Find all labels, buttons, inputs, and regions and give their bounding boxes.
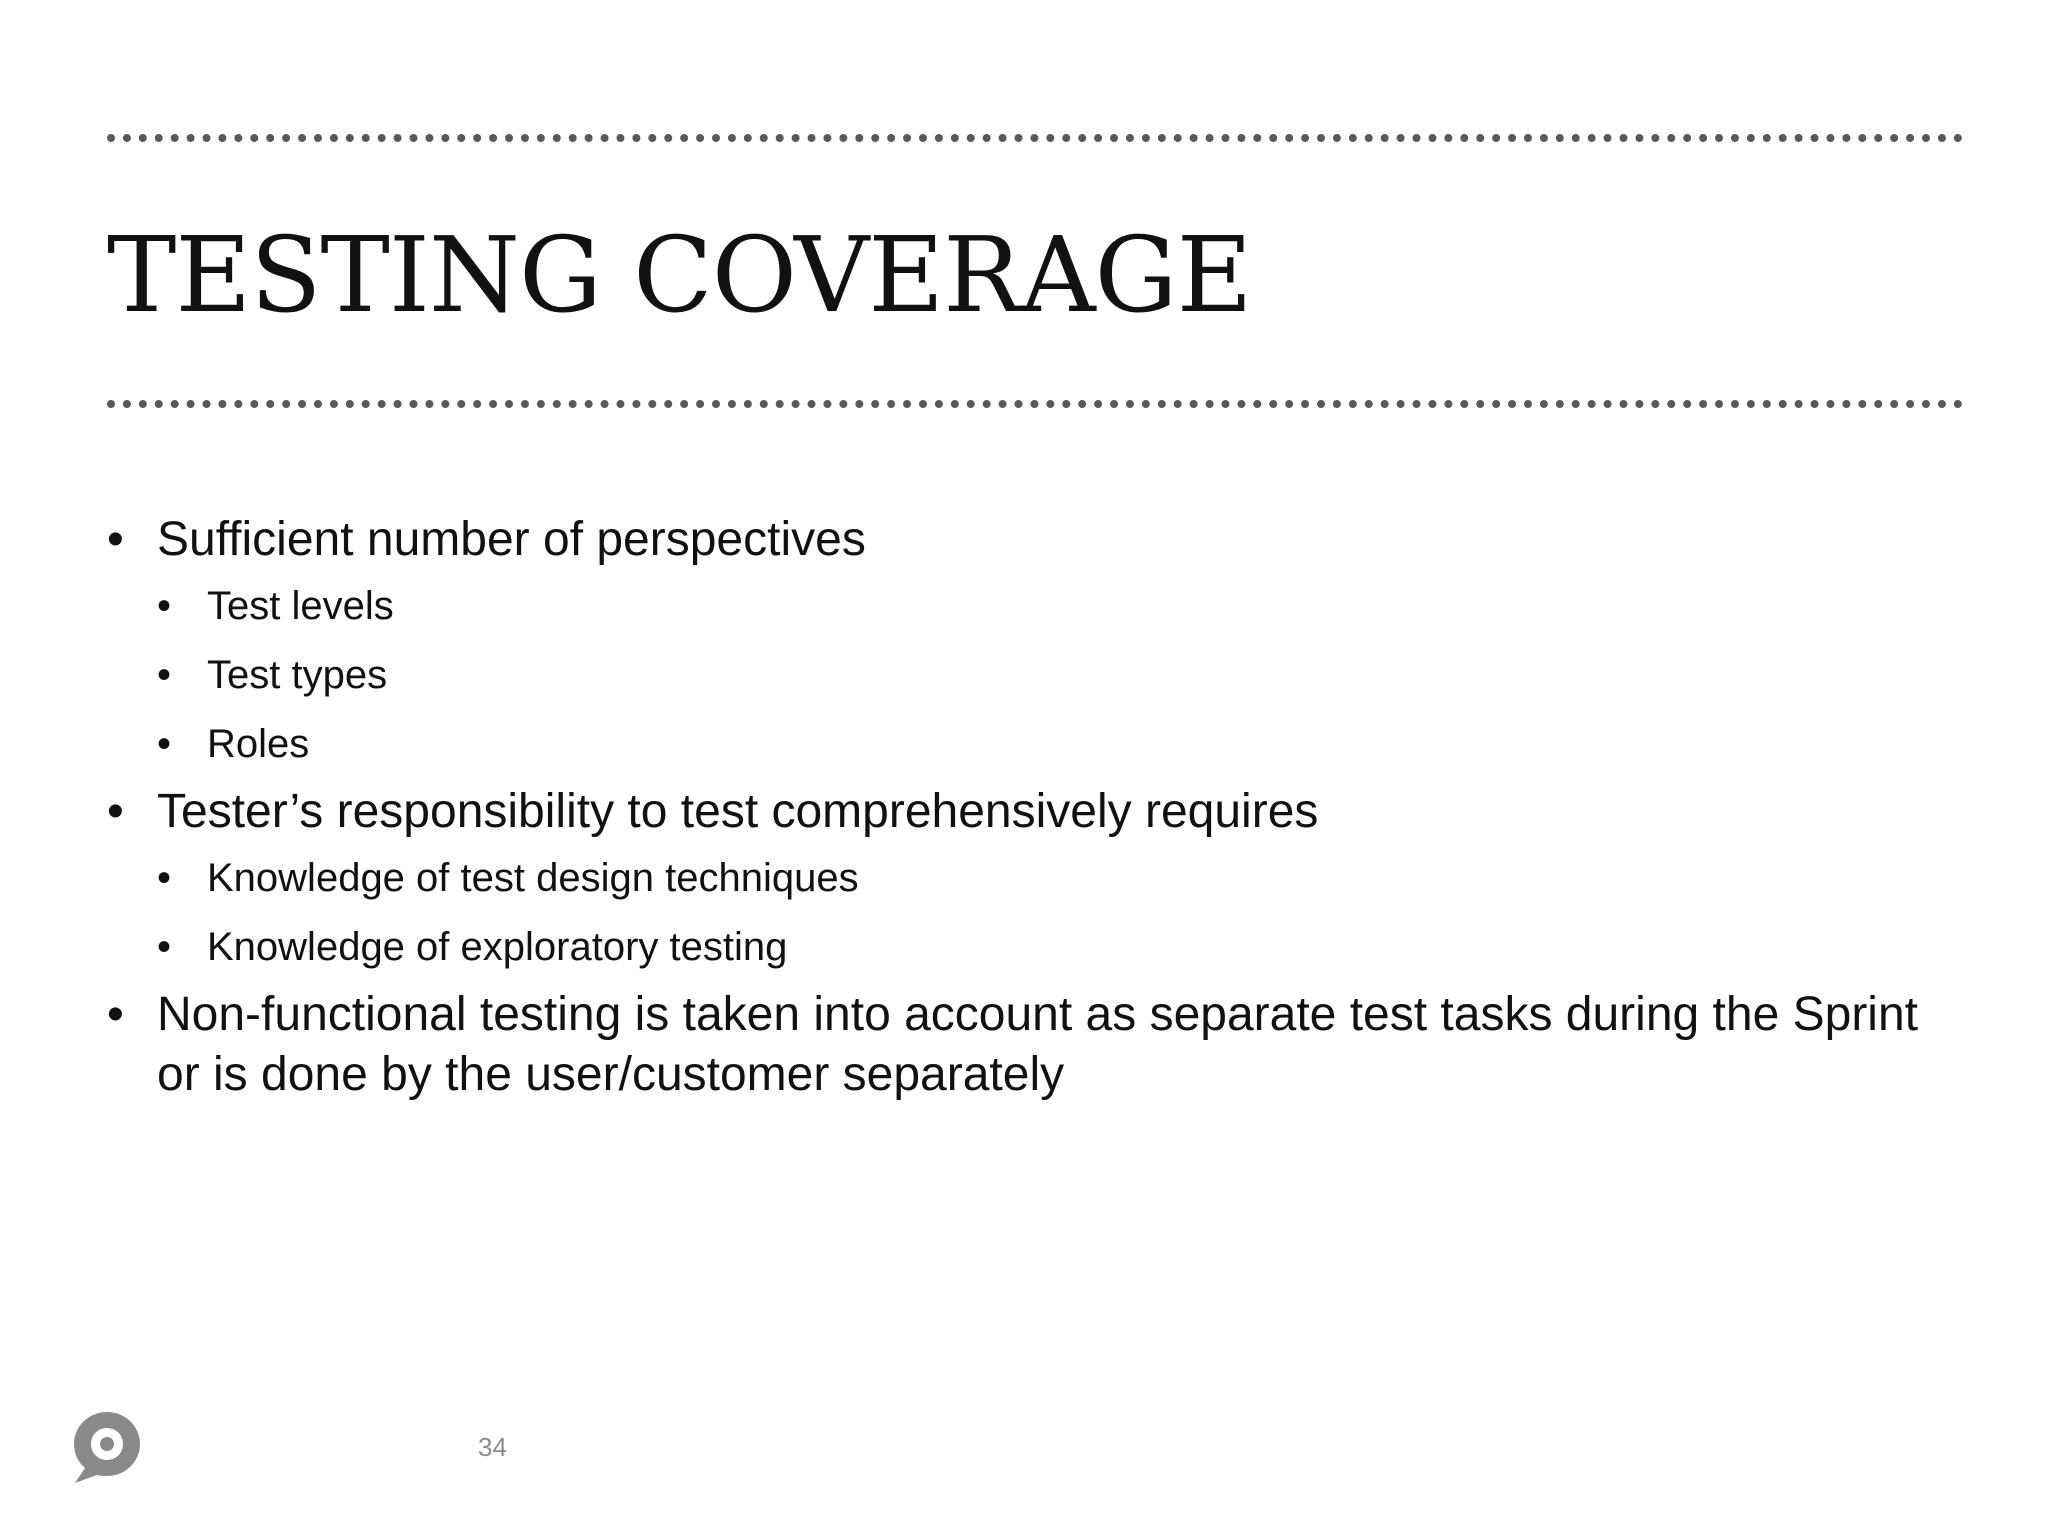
bullet-marker: •	[107, 988, 124, 1041]
bullet-text: Test levels	[207, 584, 394, 628]
bullet-text: Test types	[207, 653, 388, 697]
bullet-list	[107, 510, 1947, 1105]
bottom-dotted-divider	[107, 400, 1963, 408]
bullet-text: Roles	[207, 722, 310, 766]
bullet-text: Non-functional testing is taken into account as separate test tasks during the Sprint or is done by the user/customer separately	[157, 988, 1918, 1101]
bullet-text: Knowledge of test design techniques	[207, 856, 859, 900]
bullet-marker: •	[157, 856, 172, 900]
bullet-item	[107, 985, 1947, 1105]
bullet-marker: •	[107, 785, 124, 838]
bullet-item	[107, 510, 1947, 570]
bullet-text: Sufficient number of perspectives	[157, 513, 866, 566]
speech-bubble-logo-icon	[70, 1408, 144, 1486]
bullet-text: Knowledge of exploratory testing	[207, 925, 788, 969]
slide-title: TESTING COVERAGE	[107, 214, 1252, 336]
top-dotted-divider	[107, 134, 1963, 142]
bullet-item	[107, 782, 1947, 842]
bullet-text: Tester’s responsibility to test comprehensively requires	[157, 785, 1319, 838]
sub-bullet-item	[107, 649, 1947, 701]
page-number: 34	[478, 1432, 507, 1462]
bullet-marker: •	[107, 513, 124, 566]
sub-bullet-item	[107, 718, 1947, 770]
bullet-marker: •	[157, 584, 172, 628]
bullet-marker: •	[157, 722, 172, 766]
sub-bullet-item	[107, 921, 1947, 973]
sub-bullet-item	[107, 580, 1947, 632]
bullet-marker: •	[157, 925, 172, 969]
sub-bullet-item	[107, 852, 1947, 904]
bullet-marker: •	[157, 653, 172, 697]
